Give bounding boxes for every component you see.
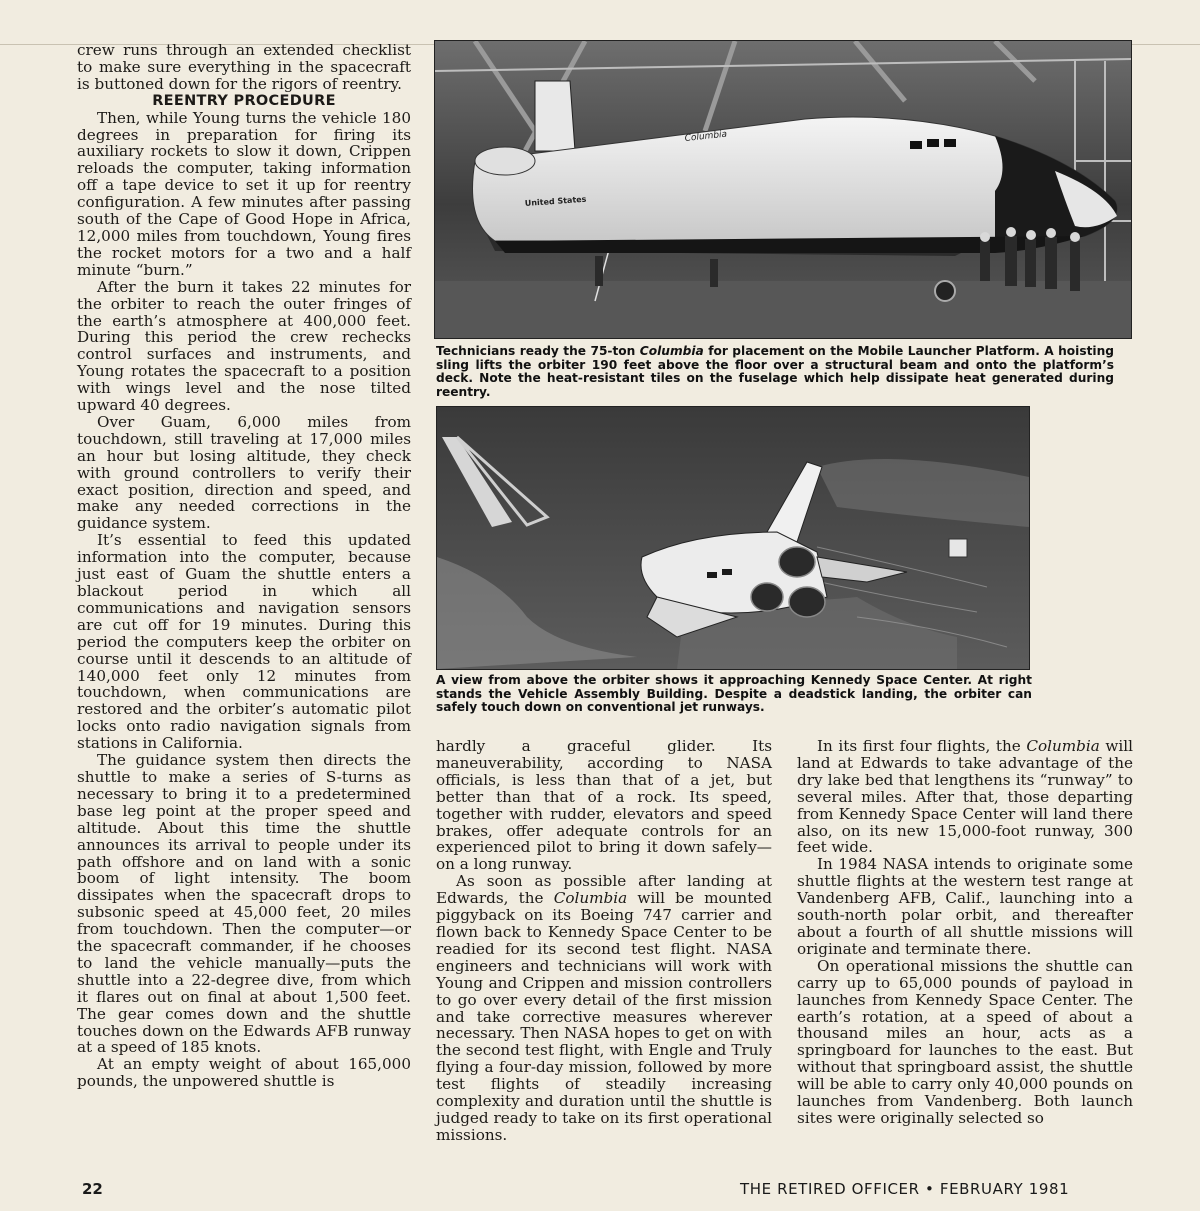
section-subheading: REENTRY PROCEDURE [152, 92, 336, 109]
photo-caption-2: A view from above the orbiter shows it approaching Kennedy Space Center. At right stands the Vehicle Assembly Building. Despite a deadstick landing, the orbiter can safely touch down on conventional jet runways. [436, 673, 1032, 714]
paragraph-text: will land at Edwards to take advantage of the dry lake bed that lengthens its “runway” to several miles. After that, those departing from Kennedy Space Center will land there also, on its new 15,000-foot runway, 300 feet wide. [797, 737, 1133, 857]
article-column-1 [77, 42, 411, 1090]
running-footer: THE RETIRED OFFICER • FEBRUARY 1981 [740, 1180, 1070, 1198]
paragraph: hardly a graceful glider. Its maneuverability, according to NASA officials, is less than that of a jet, but better than that of a rock. Its speed, together with rudder, elevators and speed brakes, offer adequate controls for an experienced pilot to bring it down safely—on a long runway. [436, 737, 772, 874]
paragraph: At an empty weight of about 165,000 pounds, the unpowered shuttle is [77, 1055, 411, 1091]
paragraph-text: As soon as possible after landing at Edwards, the [436, 872, 772, 908]
paragraph [797, 738, 1133, 856]
paragraph: In 1984 NASA intends to originate some shuttle flights at the western test range at Vandenberg AFB, Calif., launching into a south-north polar orbit, and thereafter about a fourth of all shuttle missions will originate and terminate there. [797, 855, 1133, 958]
paragraph-text: will be mounted piggyback on its Boeing 747 carrier and flown back to Kennedy Space Center to be readied for its second test flight. NASA engineers and technicians will work with Young and Crippen and mission controllers to go over every detail of the first mission and take corrective measures wherever necessary. Then NASA hopes to get on with the second test flight, with Engle and Truly flying a four-day mission, followed by more test flights of steadily increasing complexity and duration until the shuttle is judged ready to take on its first operational missions. [436, 889, 773, 1144]
caption-text: for placement on the Mobile Launcher Platform. A hoisting sling lifts the orbiter 190 feet above the floor over a structural beam and onto the platform’s deck. Note the heat-resistant tiles on the fuselage which help dissipate heat generated during reentry. [436, 344, 1114, 399]
paragraph: Then, while Young turns the vehicle 180 degrees in preparation for firing its auxiliary rockets to slow it down, Crippen reloads the computer, taking information off a tape device to set it up for reentry configuration. A few minutes after passing south of the Cape of Good Hope in Africa, 12,000 miles from touchdown, Young fires the rocket motors for a two and a half minute “burn.” [77, 108, 411, 279]
paragraph: crew runs through an extended checklist to make sure everything in the spacecraft is buttoned down for the rigors of reentry. [77, 41, 411, 93]
orbiter-name-text: Columbia [684, 129, 728, 144]
orbiter-approach-illustration [437, 407, 1029, 669]
article-column-3 [797, 738, 1133, 1127]
page-number: 22 [82, 1180, 103, 1198]
paragraph: It’s essential to feed this updated information into the computer, because just east of Guam the shuttle enters a blackout period in which all communications and navigation sensors are cut off for 19 minutes. During this period the computers keep the orbiter on course until it descends to an altitude of 140,000 feet only 12 minutes from touchdown, when communications are restored and the orbiter’s automatic pilot locks onto radio navigation signals from stations in California. [77, 531, 411, 753]
orbiter-hangar-illustration [435, 41, 1131, 338]
caption-italic-text: Columbia [639, 344, 704, 358]
paragraph: On operational missions the shuttle can carry up to 65,000 pounds of payload in launches from Kennedy Space Center. The earth’s rotation, at a speed of about a thousand miles an hour, acts as a springboard for launches to the east. But without that springboard assist, the shuttle will be able to carry only 40,000 pounds on launches from Vandenberg. Both launch sites were originally selected so [797, 956, 1133, 1127]
photo-orbiter-approach [436, 406, 1030, 670]
fuselage-marking-text: United States [524, 194, 587, 208]
paragraph-italic-text: Columbia [1026, 737, 1100, 755]
paragraph: The guidance system then directs the shuttle to make a series of S-turns as necessary to bring it to a predetermined base leg point at the proper speed and altitude. About this time the shuttle announces its arrival to people under its path offshore and on land with a sonic boom of light intensity. The boom dissipates when the spacecraft drops to subsonic speed at 45,000 feet, 20 miles from touchdown. Then the computer—or the spacecraft commander, if he chooses to land the vehicle manually—puts the shuttle into a 22-degree dive, from which it flares out on final at about 1,500 feet. The gear comes down and the shuttle touches down on the Edwards AFB runway at a speed of 185 knots. [77, 751, 411, 1057]
paragraph: After the burn it takes 22 minutes for the orbiter to reach the outer fringes of the earth’s atmosphere at 400,000 feet. During this period the crew rechecks control surfaces and instruments, and Young rotates the spacecraft to a position with wings level and the nose tilted upward 40 degrees. [77, 277, 411, 415]
caption-text: Technicians ready the 75-ton [436, 344, 640, 358]
paragraph [436, 873, 772, 1144]
paragraph-text: In its first four flights, the [817, 737, 1027, 755]
paragraph-italic-text: Columbia [553, 889, 628, 908]
photo-caption-1 [436, 345, 1114, 399]
photo-orbiter-in-hangar [434, 40, 1132, 339]
article-column-2 [436, 738, 772, 1144]
paragraph: Over Guam, 6,000 miles from touchdown, still traveling at 17,000 miles an hour but losing altitude, they check with ground controllers to verify their exact position, direction and speed, and make any needed corrections in the guidance system. [77, 412, 411, 533]
